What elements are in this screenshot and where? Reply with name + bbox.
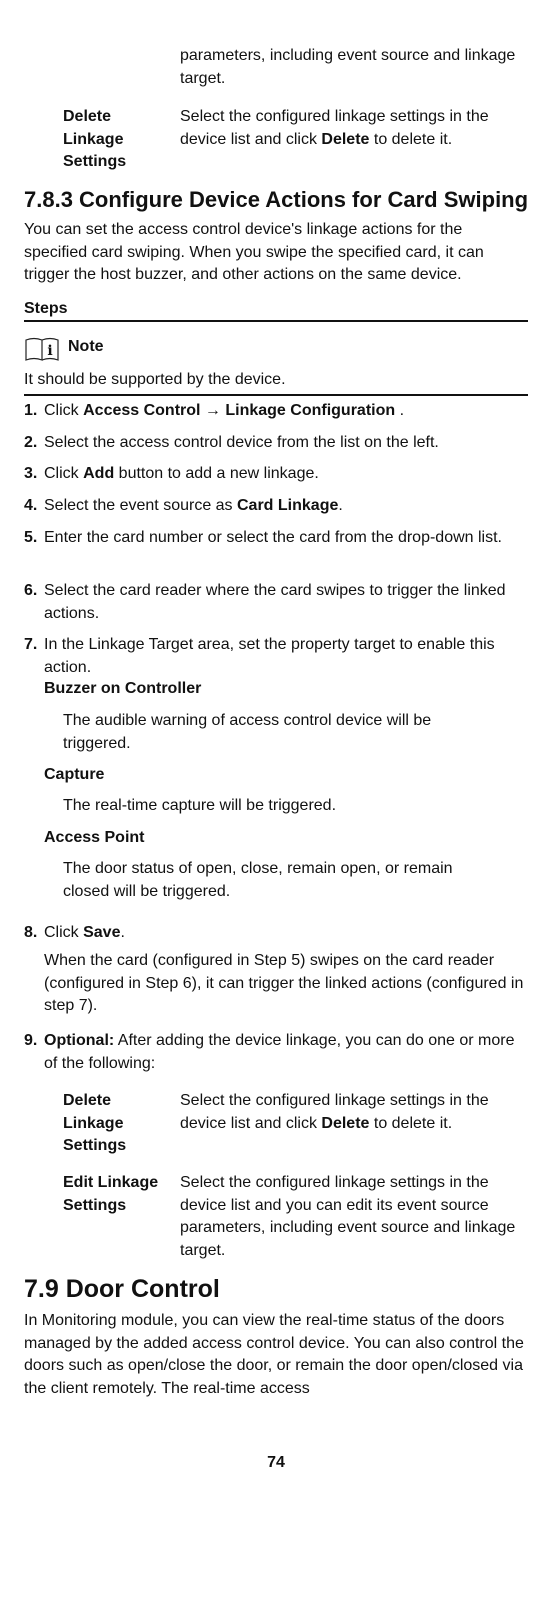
step-number: 5. [24,529,38,546]
step-number: 2. [24,434,38,451]
option-desc-capture: The real-time capture will be triggered. [63,797,337,814]
step-number: 8. [24,924,38,941]
note-book-icon [24,337,60,361]
steps-label: Steps [24,300,68,317]
row-desc-edit: Select the configured linkage settings in the device list and you can edit its event source parameters, including event source and linkage target. [180,1174,516,1259]
delete-linkage-label: Delete Linkage Settings [63,108,127,170]
optional-keyword: Optional: [44,1032,115,1049]
note-label: Note [68,338,104,355]
step-6: Select the card reader where the card swipes to trigger the linked actions. [44,582,506,622]
option-title-buzzer: Buzzer on Controller [44,680,202,697]
step-4: Select the event source as Card Linkage. [44,497,343,514]
step-1: Click Access Control → Linkage Configuration . [44,402,405,419]
row-label-delete: Delete Linkage Settings [63,1092,127,1154]
row-desc-delete: Select the configured linkage settings in the device list and click Delete to delete it. [180,1092,489,1132]
step-2: Select the access control device from the list on the left. [44,434,439,451]
section-79-intro: In Monitoring module, you can view the real-time status of the doors managed by the added access control device. You can also control the doors such as open/close the door, or remain the door open/closed via the client remotely. The real-time access [24,1312,524,1397]
step-number: 1. [24,402,38,419]
step-3: Click Add button to add a new linkage. [44,465,319,482]
option-desc-access-point: The door status of open, close, remain open, or remain closed will be triggered. [63,860,453,900]
page-number: 74 [267,1454,285,1471]
card-linkage-keyword: Card Linkage [237,497,339,514]
note-text: It should be supported by the device. [24,371,286,388]
option-title-access-point: Access Point [44,829,145,846]
svg-text:i: i [47,343,53,359]
option-desc-buzzer: The audible warning of access control device will be triggered. [63,712,432,752]
save-keyword: Save [83,924,121,941]
step-number: 7. [24,636,38,653]
step-8-result: When the card (configured in Step 5) swipes on the card reader (configured in Step 6), it can trigger the linked actions (configured in step 7). [44,952,524,1014]
step-number: 9. [24,1032,38,1049]
add-keyword: Add [83,465,115,482]
step-number: 3. [24,465,38,482]
delete-linkage-description: Select the configured linkage settings in the device list and click Delete to delete it. [180,108,489,148]
step-number: 4. [24,497,38,514]
continued-description: parameters, including event source and linkage target. [180,47,516,87]
section-heading-7-9: 7.9 Door Control [24,1275,220,1303]
step-5: Enter the card number or select the card from the drop-down list. [44,529,502,546]
option-title-capture: Capture [44,766,105,783]
delete-keyword: Delete [321,130,370,148]
delete-keyword: Delete [321,1114,370,1132]
step-7: In the Linkage Target area, set the property target to enable this action. [44,636,495,676]
step-8: Click Save. [44,924,125,941]
note-divider [24,394,528,396]
row-label-edit: Edit Linkage Settings [63,1174,159,1214]
section-heading-7-8-3: 7.8.3 Configure Device Actions for Card Swiping [24,187,529,212]
section-intro: You can set the access control device's linkage actions for the specified card swiping. When you swipe the specified card, it can trigger the host buzzer, and other actions on the same device. [24,221,484,283]
steps-divider [24,320,528,322]
menu-path: Access Control → Linkage Configuration [83,402,396,419]
step-number: 6. [24,582,38,599]
step-9: Optional: After adding the device linkage, you can do one or more of the following: [44,1032,515,1072]
